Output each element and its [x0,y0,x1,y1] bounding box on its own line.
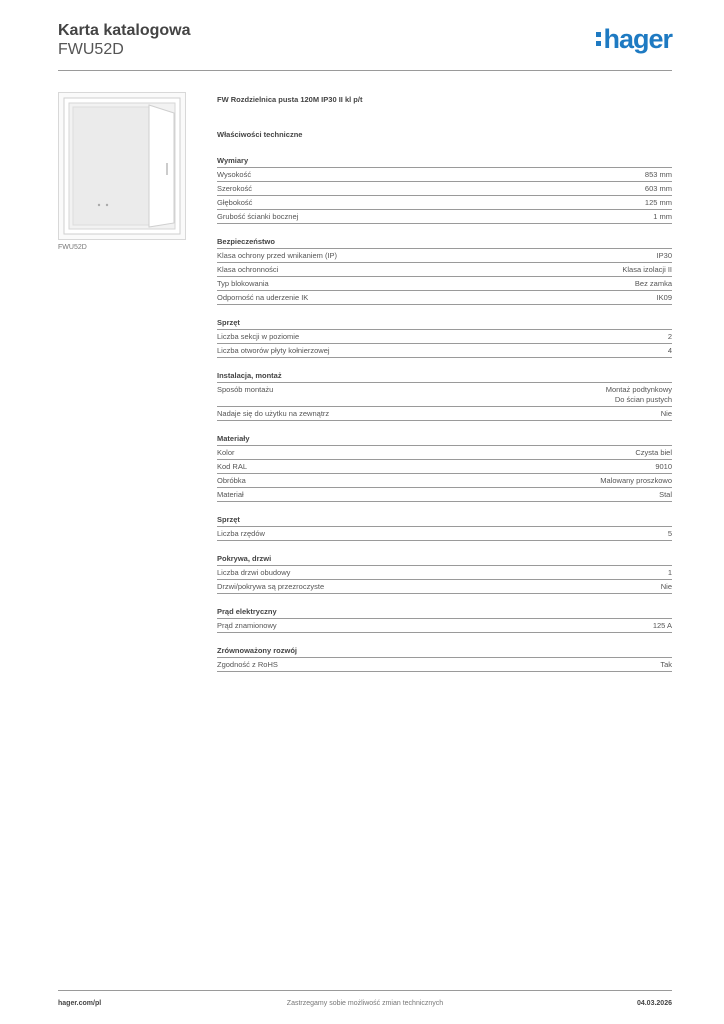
spec-label: Klasa ochronności [217,265,279,274]
section-title: Zrównoważony rozwój [217,644,672,658]
spec-label: Nadaje się do użytku na zewnątrz [217,409,330,418]
spec-section [217,369,672,421]
spec-row [217,488,672,502]
spec-section [217,513,672,541]
spec-label: Liczba drzwi obudowy [217,568,291,577]
spec-label: Sposób montażu [217,385,274,394]
spec-value [653,212,672,222]
spec-value-line: Klasa izolacji II [622,265,672,274]
spec-section [217,552,672,594]
spec-section [217,605,672,633]
page-header [58,20,672,71]
spec-value [600,476,672,486]
spec-value-line: Bez zamka [634,279,672,288]
spec-value [635,448,672,458]
spec-label: Obróbka [217,476,246,485]
spec-value-line: 5 [667,529,672,538]
section-title: Bezpieczeństwo [217,235,672,249]
spec-value-line: Nie [660,409,672,418]
product-name: FW Rozdzielnica pusta 120M IP30 II kl p/t [217,95,363,104]
spec-row [217,196,672,210]
spec-value [657,293,672,303]
spec-value-line: 1 mm [653,212,672,221]
spec-label: Materiał [217,490,244,499]
spec-value [661,409,672,419]
spec-value-line: IK09 [656,293,672,302]
disclaimer: Zastrzegamy sobie możliwość zmian technicznych [286,1000,444,1007]
spec-value-line: 125 mm [644,198,672,207]
spec-value [668,568,672,578]
logo-dots-icon [596,32,601,50]
spec-row [217,210,672,224]
spec-row [217,277,672,291]
spec-value [635,279,672,289]
spec-row [217,527,672,541]
spec-value [661,582,672,592]
section-title: Pokrywa, drzwi [217,552,672,566]
spec-label: Kod RAL [217,462,248,471]
spec-row [217,460,672,474]
spec-row [217,330,672,344]
spec-value [645,198,672,208]
image-caption: FWU52D [58,244,87,251]
spec-value-line: 2 [667,332,672,341]
section-title: Materiały [217,432,672,446]
spec-value-line: 125 A [652,621,672,630]
spec-label: Liczba sekcji w poziomie [217,332,300,341]
spec-value [668,529,672,539]
spec-label: Szerokość [217,184,253,193]
spec-section [217,235,672,305]
spec-value [668,346,672,356]
document-title: Karta katalogowa [58,22,191,39]
spec-value-line: Montaż podtynkowy [605,385,672,394]
spec-value [660,660,672,670]
spec-row [217,263,672,277]
spec-label: Odporność na uderzenie IK [217,293,309,302]
spec-value-line: 1 [667,568,672,577]
spec-value [655,462,672,472]
spec-row [217,182,672,196]
product-image [58,92,186,240]
spec-value-line: Do ścian pustych [614,395,672,404]
spec-label: Typ blokowania [217,279,269,288]
logo-text: hager [603,24,672,54]
spec-label: Klasa ochrony przed wnikaniem (IP) [217,251,338,260]
website-link[interactable]: hager.com/pl [58,1000,102,1007]
spec-row [217,658,672,672]
spec-value-line: 4 [667,346,672,355]
spec-section [217,432,672,502]
hager-logo [596,26,672,53]
spec-value-line: Malowany proszkowo [600,476,672,485]
spec-value [668,332,672,342]
spec-section [217,154,672,224]
spec-content [217,95,672,683]
document-date: 04.03.2026 [636,1000,672,1007]
section-title: Sprzęt [217,316,672,330]
distribution-board-icon [59,93,185,239]
spec-label: Kolor [217,448,235,457]
spec-label: Grubość ścianki bocznej [217,212,299,221]
spec-value [653,621,672,631]
spec-label: Liczba otworów płyty kołnierzowej [217,346,330,355]
spec-row [217,344,672,358]
spec-label: Liczba rzędów [217,529,265,538]
spec-value-line: Czysta biel [635,448,672,457]
spec-value [645,184,672,194]
section-title: Prąd elektryczny [217,605,672,619]
spec-value [622,265,672,275]
spec-row [217,249,672,263]
spec-row [217,168,672,182]
spec-row [217,383,672,407]
product-code: FWU52D [58,41,124,58]
spec-row [217,291,672,305]
spec-value [645,170,672,180]
spec-sections [217,154,672,672]
technical-properties-heading: Właściwości techniczne [217,130,303,139]
spec-row [217,580,672,594]
spec-value [657,251,672,261]
spec-value-line: Tak [660,660,672,669]
section-title: Wymiary [217,154,672,168]
spec-section [217,316,672,358]
spec-row [217,407,672,421]
spec-value-line: 853 mm [644,170,672,179]
spec-row [217,566,672,580]
spec-label: Głębokość [217,198,253,207]
spec-value-line: IP30 [656,251,672,260]
spec-value-line: 603 mm [644,184,672,193]
section-title: Instalacja, montaż [217,369,672,383]
spec-label: Drzwi/pokrywa są przezroczyste [217,582,325,591]
spec-row [217,474,672,488]
spec-row [217,619,672,633]
section-title: Sprzęt [217,513,672,527]
spec-label: Wysokość [217,170,252,179]
spec-value-line: Stal [659,490,672,499]
spec-value-line: 9010 [655,462,672,471]
spec-section [217,644,672,672]
page-footer [58,990,672,1011]
spec-value [606,385,672,405]
spec-value-line: Nie [660,582,672,591]
spec-row [217,446,672,460]
spec-value [659,490,672,500]
spec-label: Zgodność z RoHS [217,660,278,669]
spec-label: Prąd znamionowy [217,621,277,630]
